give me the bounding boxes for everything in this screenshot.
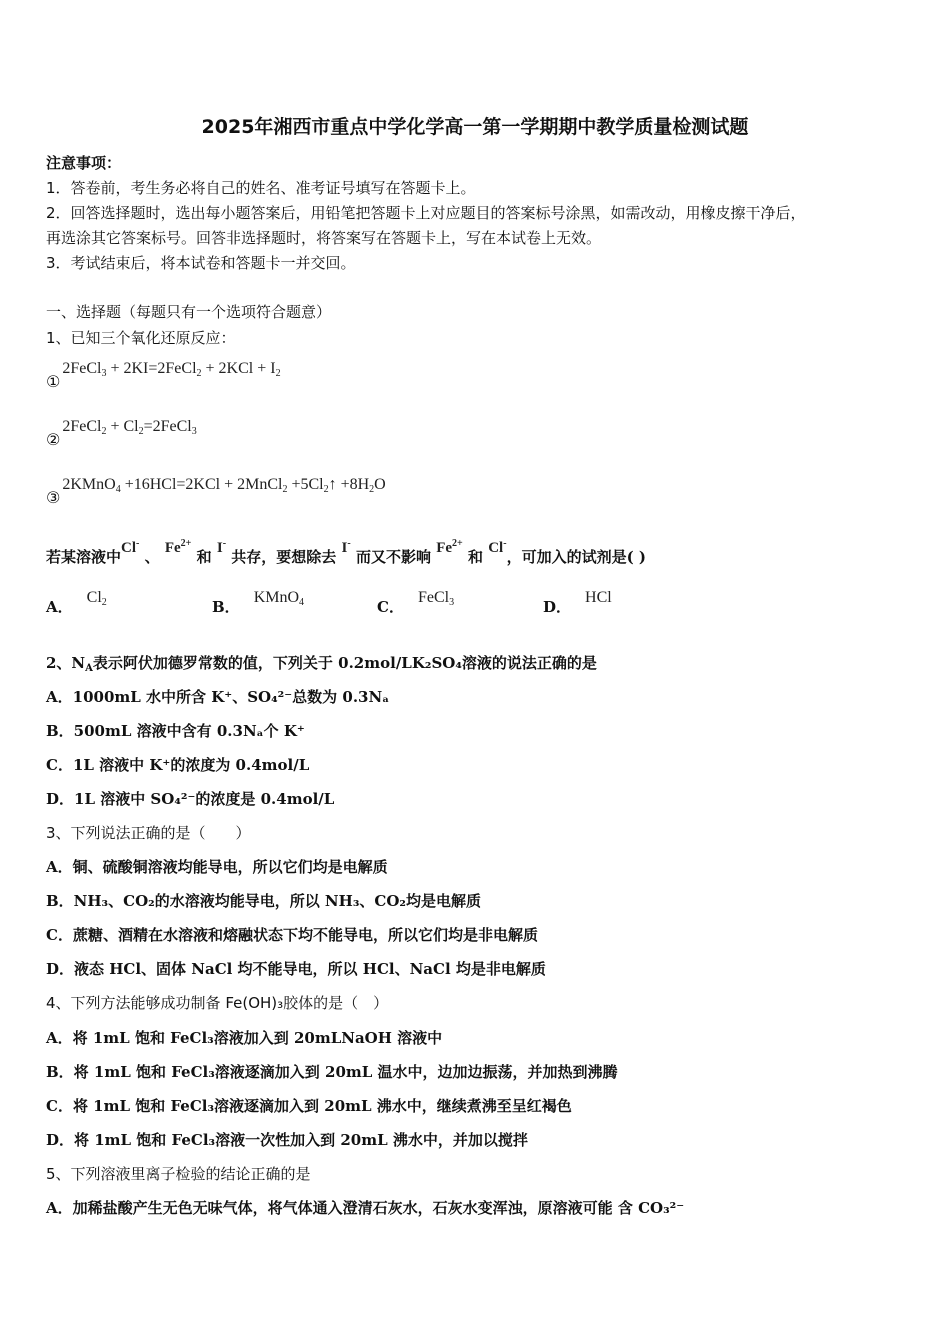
equation-2-formula: 2FeCl$_2$ + $Cl_2=2FeCl_3$ [62, 418, 197, 437]
q3-option-a[interactable]: A．铜、硫酸铜溶液均能导电，所以它们均是电解质 [46, 858, 388, 876]
q5-stem: 5、下列溶液里离子检验的结论正确的是 [46, 1165, 311, 1183]
q1-option-d[interactable] [543, 589, 612, 617]
q2-option-a[interactable]: A．1000mL 水中所含 K⁺、SO₄²⁻总数为 0.3Nₐ [46, 688, 390, 706]
q2-stem-pre: 2、N [46, 654, 86, 672]
ion-fe2-plus-2: $Fe^{2+}$ [436, 538, 463, 556]
q1-option-d-label: D． [543, 598, 572, 616]
q3-option-c[interactable]: C．蔗糖、酒精在水溶液和熔融状态下均不能导电，所以它们均是非电解质 [46, 926, 538, 944]
notice-item-1: 1．答卷前，考生务必将自己的姓名、准考证号填写在答题卡上。 [46, 179, 476, 197]
q1-equation-2 [46, 418, 197, 451]
q1-ask-mid: 共存，要想除去 [231, 548, 337, 566]
q1-option-c-label: C． [377, 598, 404, 616]
q2-stem-post: 表示阿伏加德罗常数的值，下列关于 0.2mol/LK₂SO₄溶液的说法正确的是 [92, 654, 597, 672]
q4-option-b[interactable]: B．将 1mL 饱和 FeCl₃溶液逐滴加入到 20mL 温水中，边加边振荡，并加热到沸腾 [46, 1063, 618, 1081]
ion-i-minus-2: I- [341, 538, 351, 556]
notice-item-2a: 2．回答选择题时，选出每小题答案后，用铅笔把答题卡上对应题目的答案标号涂黑，如需改动，用橡皮擦干净后， [46, 204, 806, 222]
q1-ask-end: ，可加入的试剂是( ) [506, 548, 646, 566]
q1-option-a-formula: $Cl_2$ [86, 589, 107, 608]
q1-ask-mid-2: 而又不影响 [355, 548, 431, 566]
q4-option-d[interactable]: D．将 1mL 饱和 FeCl₃溶液一次性加入到 20mL 沸水中，并加以搅拌 [46, 1131, 528, 1149]
notice-item-3: 3．考试结束后，将本试卷和答题卡一并交回。 [46, 254, 356, 272]
q1-stem: 1、已知三个氧化还原反应： [46, 329, 236, 347]
q3-option-b[interactable]: B．NH₃、CO₂的水溶液均能导电，所以 NH₃、CO₂均是电解质 [46, 892, 481, 910]
q1-option-b[interactable] [212, 589, 305, 618]
equation-3-formula: 2KMnO$_4$ +16HCl=2KCl + 2MnCl$_2$ $+5Cl_2↑ +8H_2O$ [62, 476, 386, 495]
ion-cl-minus-2: Cl- [488, 538, 507, 556]
q2-option-d[interactable]: D．1L 溶液中 SO₄²⁻的浓度是 0.4mol/L [46, 790, 335, 808]
ion-cl-minus: Cl- [121, 538, 140, 556]
eq2-number: ② [46, 430, 61, 449]
q4-option-c[interactable]: C．将 1mL 饱和 FeCl₃溶液逐滴加入到 20mL 沸水中，继续煮沸至呈红褐色 [46, 1097, 572, 1115]
q1-option-a-label: A． [46, 598, 73, 616]
q1-option-b-label: B． [212, 598, 240, 616]
q1-question [46, 538, 646, 567]
section-heading: 一、选择题（每题只有一个选项符合题意） [46, 303, 332, 321]
ion-fe2-plus: $Fe^{2+}$ [164, 538, 192, 556]
q1-equation-1 [46, 360, 281, 393]
q1-option-a[interactable] [46, 589, 107, 618]
page-title: 2025年湘西市重点中学化学高一第一学期期中教学质量检测试题 [201, 116, 749, 138]
q5-option-a[interactable]: A．加稀盐酸产生无色无味气体，将气体通入澄清石灰水，石灰水变浑浊，原溶液可能 含 CO₃²⁻ [46, 1199, 685, 1217]
q2-option-b[interactable]: B．500mL 溶液中含有 0.3Nₐ个 K⁺ [46, 722, 305, 740]
eq3-number: ③ [46, 488, 61, 507]
equation-1-formula: 2FeCl$_3$ + 2KI=2FeCl$_2$ + $2KCl + I_2$ [62, 360, 281, 379]
q2-stem-sub: A [85, 663, 93, 674]
notice-item-2b: 再选涂其它答案标号。回答非选择题时，将答案写在答题卡上，写在本试卷上无效。 [46, 229, 602, 247]
q1-option-d-formula: HCl [585, 589, 612, 606]
q2-stem [46, 652, 597, 674]
q1-option-b-formula: KMnO$_4$ [253, 589, 305, 608]
q1-ask-and-2: 和 [467, 548, 483, 566]
q1-option-c[interactable] [377, 589, 455, 618]
q1-option-c-formula: FeCl$_3$ [417, 589, 455, 608]
q4-stem: 4、下列方法能够成功制备 Fe(OH)₃胶体的是（ ） [46, 994, 389, 1012]
q1-ask-pre: 若某溶液中 [46, 548, 122, 566]
q4-option-a[interactable]: A．将 1mL 饱和 FeCl₃溶液加入到 20mLNaOH 溶液中 [46, 1029, 443, 1047]
ion-i-minus: I- [216, 538, 227, 556]
q3-stem: 3、下列说法正确的是（ ） [46, 824, 251, 842]
q1-ask-and-1: 和 [196, 548, 212, 566]
notice-heading: 注意事项： [46, 154, 122, 172]
q1-equation-3 [46, 476, 386, 509]
eq1-number: ① [46, 372, 61, 391]
q1-ask-sep: 、 [144, 548, 160, 566]
q3-option-d[interactable]: D．液态 HCl、固体 NaCl 均不能导电，所以 HCl、NaCl 均是非电解质 [46, 960, 546, 978]
q2-option-c[interactable]: C．1L 溶液中 K⁺的浓度为 0.4mol/L [46, 756, 310, 774]
